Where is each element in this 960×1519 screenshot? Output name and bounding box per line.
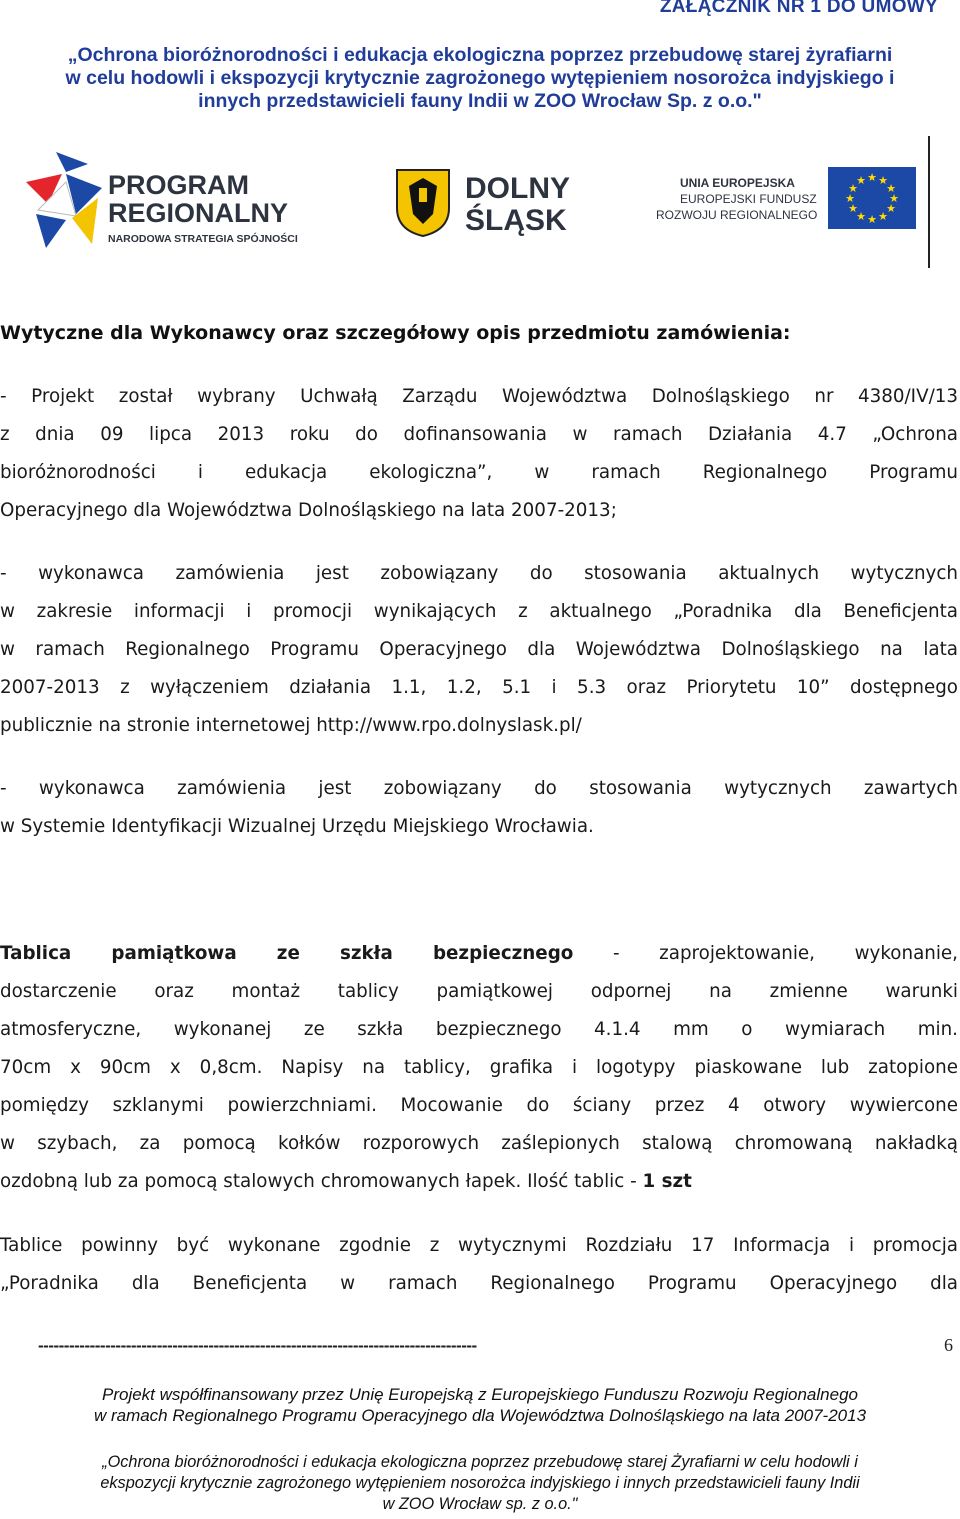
text-line: atmosferyczne, wykonanej ze szkła bezpiecznego 4.1.4 mm o wymiarach min.: [0, 1019, 958, 1040]
paragraph-plaque-guidelines: [0, 1227, 958, 1303]
svg-text:★: ★: [845, 192, 855, 205]
footer-line: Projekt współfinansowany przez Unię Europejską z Europejskiego Funduszu Rozwoju Regionalnego: [102, 1385, 858, 1404]
page-number: 6: [944, 1335, 953, 1355]
text-fragment: ozdobną lub za pomocą stalowych chromowanych łapek. Ilość tablic -: [0, 1171, 643, 1192]
text-line: [0, 1163, 958, 1201]
text-line: w zakresie informacji i promocji wynikających z aktualnego „Poradnika dla Beneficjenta: [0, 601, 958, 622]
header-divider: [928, 136, 930, 268]
eu-line1: UNIA EUROPEJSKA: [680, 176, 795, 190]
svg-text:★: ★: [848, 202, 858, 215]
text-line: pomiędzy szklanymi powierzchniami. Mocowanie do ściany przez 4 otwory wywiercone: [0, 1095, 958, 1116]
slask-line1: DOLNY: [465, 172, 570, 205]
paragraph-guidelines: [0, 555, 958, 745]
svg-text:★: ★: [848, 182, 858, 195]
footer-line: w ramach Regionalnego Programu Operacyjnego dla Województwa Dolnośląskiego na lata 2007-2013: [93, 1406, 867, 1425]
text-fragment: - zaprojektowanie, wykonanie,: [573, 943, 958, 964]
text-line: - Projekt został wybrany Uchwałą Zarządu Województwa Dolnośląskiego nr 4380/IV/13: [0, 386, 958, 407]
svg-text:★: ★: [856, 210, 866, 223]
eu-line3: ROZWOJU REGIONALNEGO: [656, 208, 818, 222]
paragraph-project-selection: [0, 378, 958, 530]
svg-text:★: ★: [867, 171, 877, 184]
text-line: 2007-2013 z wyłączeniem działania 1.1, 1.2, 5.1 i 5.3 oraz Priorytetu 10” dostępnego: [0, 677, 958, 698]
slask-line2: ŚLĄSK: [465, 204, 567, 237]
text-line: 70cm x 90cm x 0,8cm. Napisy na tablicy, grafika i logotypy piaskowane lub zatopione: [0, 1057, 958, 1078]
program-line2: REGIONALNY: [108, 198, 289, 228]
annex-label: ZAŁĄCZNIK NR 1 DO UMOWY: [659, 0, 938, 17]
svg-text:★: ★: [867, 213, 877, 226]
program-line1: PROGRAM: [108, 170, 249, 200]
text-line: publicznie na stronie internetowej http://www.rpo.dolnyslask.pl/: [0, 715, 582, 736]
project-title: [0, 44, 960, 113]
text-line: w ramach Regionalnego Programu Operacyjnego dla Województwa Dolnośląskiego na lata: [0, 639, 958, 660]
plaque-title: Tablica pamiątkowa ze szkła bezpiecznego: [0, 943, 574, 964]
project-title-line: innych przedstawicieli fauny Indii w ZOO Wrocław Sp. z o.o.": [198, 90, 762, 112]
paragraph-visual-identity: [0, 770, 958, 846]
program-regionalny-logo: [26, 152, 336, 252]
svg-text:★: ★: [889, 192, 899, 205]
footer-separator: -------------------------------------------------------------------------------------: [38, 1336, 477, 1355]
svg-text:★: ★: [878, 174, 888, 187]
text-line: Tablice powinny być wykonane zgodnie z wytycznymi Rozdziału 17 Informacja i promocja: [0, 1235, 958, 1256]
text-line: z dnia 09 lipca 2013 roku do dofinansowania w ramach Działania 4.7 „Ochrona: [0, 424, 958, 445]
svg-text:★: ★: [886, 182, 896, 195]
eu-line2: EUROPEJSKI FUNDUSZ: [680, 192, 817, 206]
plaque-quantity: 1 szt: [642, 1171, 692, 1192]
text-line: Operacyjnego dla Województwa Dolnośląskiego na lata 2007-2013;: [0, 500, 617, 521]
program-line3: NARODOWA STRATEGIA SPÓJNOŚCI: [108, 233, 298, 245]
text-line: bioróżnorodności i edukacja ekologiczna”, w ramach Regionalnego Programu: [0, 462, 958, 483]
text-line: - wykonawca zamówienia jest zobowiązany do stosowania wytycznych zawartych: [0, 778, 958, 799]
footer-line: w ZOO Wrocław sp. z o.o.": [382, 1495, 578, 1513]
dolny-slask-logo: [395, 168, 595, 238]
footer-line: „Ochrona bioróżnorodności i edukacja ekologiczna poprzez przebudowę starej Żyrafiarni w celu hodowli i: [102, 1453, 858, 1471]
svg-text:★: ★: [886, 202, 896, 215]
project-title-line: w celu hodowli i ekspozycji krytycznie zagrożonego wytępieniem nosorożca indyjskiego i: [65, 67, 895, 89]
text-line: w szybach, za pomocą kołków rozporowych zaślepionych stalową chromowaną nakładką: [0, 1133, 958, 1154]
text-line: w Systemie Identyfikacji Wizualnej Urzędu Miejskiego Wrocławia.: [0, 816, 594, 837]
paragraph-plaque: [0, 935, 958, 1201]
footer-project-title: [0, 1452, 960, 1515]
project-title-line: „Ochrona bioróżnorodności i edukacja ekologiczna poprzez przebudowę starej żyrafiarni: [67, 44, 893, 66]
text-line: [0, 935, 958, 973]
svg-text:★: ★: [878, 210, 888, 223]
footer-line: ekspozycji krytycznie zagrożonego wytępieniem nosorożca indyjskiego i innych przedstawicieli fauny Indii: [100, 1474, 860, 1492]
text-line: - wykonawca zamówienia jest zobowiązany do stosowania aktualnych wytycznych: [0, 563, 958, 584]
svg-text:★: ★: [856, 174, 866, 187]
text-line: dostarczenie oraz montaż tablicy pamiątkowej odpornej na zmienne warunki: [0, 981, 958, 1002]
eu-logo: [650, 165, 920, 235]
text-line: „Poradnika dla Beneficjenta w ramach Regionalnego Programu Operacyjnego dla: [0, 1273, 958, 1294]
cofinance-note: [0, 1384, 960, 1426]
section-heading: Wytyczne dla Wykonawcy oraz szczegółowy opis przedmiotu zamówienia:: [0, 322, 791, 344]
